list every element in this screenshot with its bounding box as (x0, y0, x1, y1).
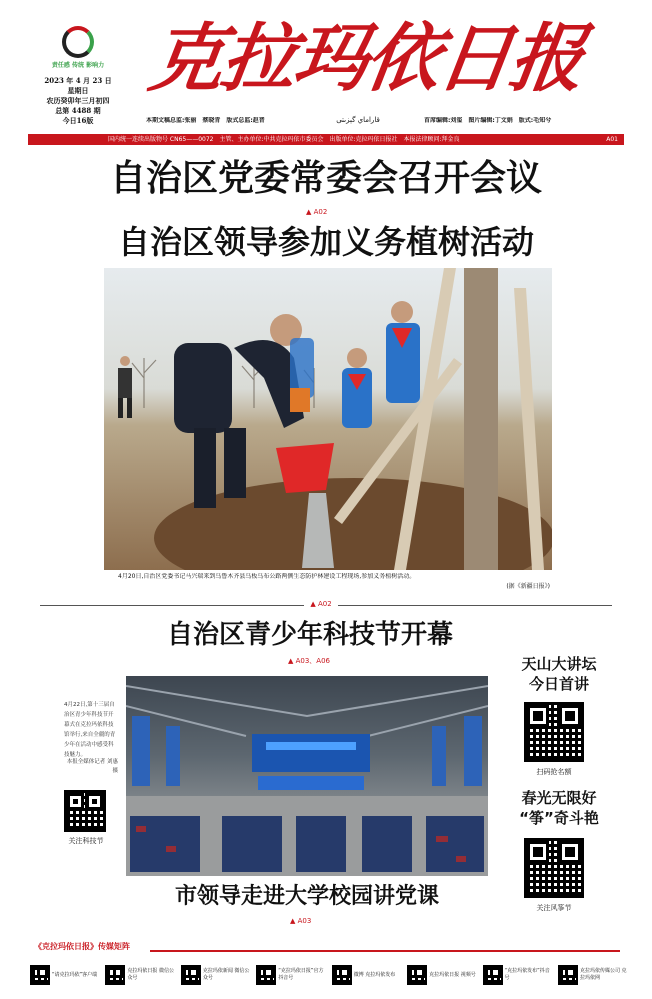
newspaper-title: 克拉玛依日报 (143, 16, 589, 102)
headline-standing-committee[interactable]: 自治区党委常委会召开会议 (109, 158, 542, 199)
footer-item-label: 克拉玛依新闻 微信公众号 (202, 968, 250, 981)
qr-kite-label: 关注风筝节 (536, 904, 572, 912)
footer-item[interactable] (483, 960, 555, 990)
forum-title-line2: 今日首讲 (528, 675, 589, 693)
info-bar (28, 134, 624, 145)
footer-item-label: 克拉玛依日报 视频号 (429, 971, 476, 978)
headline-party-lecture[interactable]: 市领导走进大学校园讲党课 (174, 884, 439, 909)
qr-forum-label: 扫码抢名额 (536, 768, 572, 776)
date-block (28, 76, 128, 126)
main-photo-caption: 4月20日,自治区党委书记马兴瑞来到乌鲁木齐县乌板乌布公路两侧生态防护林建设工程现场,参加义务植树活动。 (118, 573, 416, 580)
logo-slogan: 责任感 传统 影响力 (51, 62, 105, 69)
staff-right: 首席编辑:刘玺 图片编辑:丁文娟 版式:毛知兮 (424, 117, 552, 124)
kite-title-line2: “筝”奇斗艳 (519, 809, 599, 827)
footer-qr-icon (181, 965, 201, 985)
staff-left: 本期文稿总监:张丽 蔡晓青 版式总监:赵晋 (146, 117, 265, 124)
headline3-ref: ▲ A03、A06 (288, 657, 330, 665)
kite-festival-title[interactable] (500, 788, 618, 828)
side-credit: 本报全媒体记者 刘惠 摄 (66, 759, 118, 774)
festival-photo (126, 676, 488, 876)
logo-icon (62, 26, 94, 58)
footer-qr-icon (30, 965, 50, 985)
footer-item[interactable] (407, 960, 479, 990)
page-count: 今日16版 (62, 116, 94, 125)
footer-item-label: 微博 克拉玛依发布 (353, 971, 396, 978)
main-photo (104, 268, 552, 570)
footer-matrix (30, 960, 630, 990)
footer-qr-icon (483, 965, 503, 985)
footer-item[interactable] (256, 960, 328, 990)
qr-code-forum[interactable] (524, 702, 584, 762)
main-photo-credit: (据《新疆日报》) (506, 583, 550, 590)
date: 2023 年 4 月 23 日 (44, 76, 112, 85)
footer-item[interactable] (30, 960, 102, 990)
footer-rule (150, 950, 620, 952)
footer-brand: 《克拉玛依日报》传媒矩阵 (34, 942, 130, 951)
lunar-date: 农历癸卯年三月初四 (46, 96, 110, 105)
footer-item-label: “请克拉玛依”客户端 (52, 971, 98, 978)
headline-youth-science-festival[interactable]: 自治区青少年科技节开幕 (166, 620, 453, 650)
festival-illustration (126, 676, 488, 876)
footer-qr-icon (256, 965, 276, 985)
forum-title[interactable] (500, 654, 618, 694)
footer-qr-icon (105, 965, 125, 985)
weekday: 星期日 (67, 86, 89, 95)
photo1-ref: ▲ A02 (304, 600, 338, 608)
qr-code-kite[interactable] (524, 838, 584, 898)
footer-item-label: 克拉玛依传媒公司 克拉玛依网 (579, 968, 627, 981)
footer-qr-icon (407, 965, 427, 985)
footer-item[interactable] (332, 960, 404, 990)
forum-title-line1: 天山大讲坛 (521, 655, 597, 673)
qr-code-science[interactable] (64, 790, 106, 832)
uyghur-title: قاراماي گېزىتى (336, 116, 380, 124)
side-caption: 4月22日,第十三届自治区青少年科技节开幕式在克拉玛依科技馆举行,来自全疆的青少年在活动中感受科技魅力。 (64, 702, 116, 758)
footer-item[interactable] (105, 960, 177, 990)
issue-number: 总第 4488 期 (55, 106, 101, 115)
qr-science-label: 关注科技节 (68, 837, 104, 845)
footer-item-label: “克拉玛依发布”抖音号 (504, 968, 550, 981)
info-bar-text: 国内统一连续出版物号 CN65——0072 主管、主办单位:中共克拉玛依市委员会 出版单位:克拉玛依日报社 本报法律顾问:拜金良 (108, 136, 460, 143)
footer-qr-icon (332, 965, 352, 985)
footer-qr-icon (558, 965, 578, 985)
photo-illustration (104, 268, 552, 570)
footer-item-label: 克拉玛依日报 微信公众号 (127, 968, 175, 981)
kite-title-line1: 春光无限好 (521, 789, 597, 807)
headline4-ref: ▲ A03 (290, 917, 312, 925)
footer-item[interactable] (181, 960, 253, 990)
headline1-ref: ▲ A02 (306, 208, 328, 216)
headline-tree-planting[interactable]: 自治区领导参加义务植树活动 (117, 223, 534, 261)
footer-item[interactable] (558, 960, 630, 990)
page-code: A01 (606, 136, 618, 143)
masthead (0, 0, 652, 150)
footer-item-label: “克拉玛依日报”官方抖音号 (278, 968, 324, 981)
